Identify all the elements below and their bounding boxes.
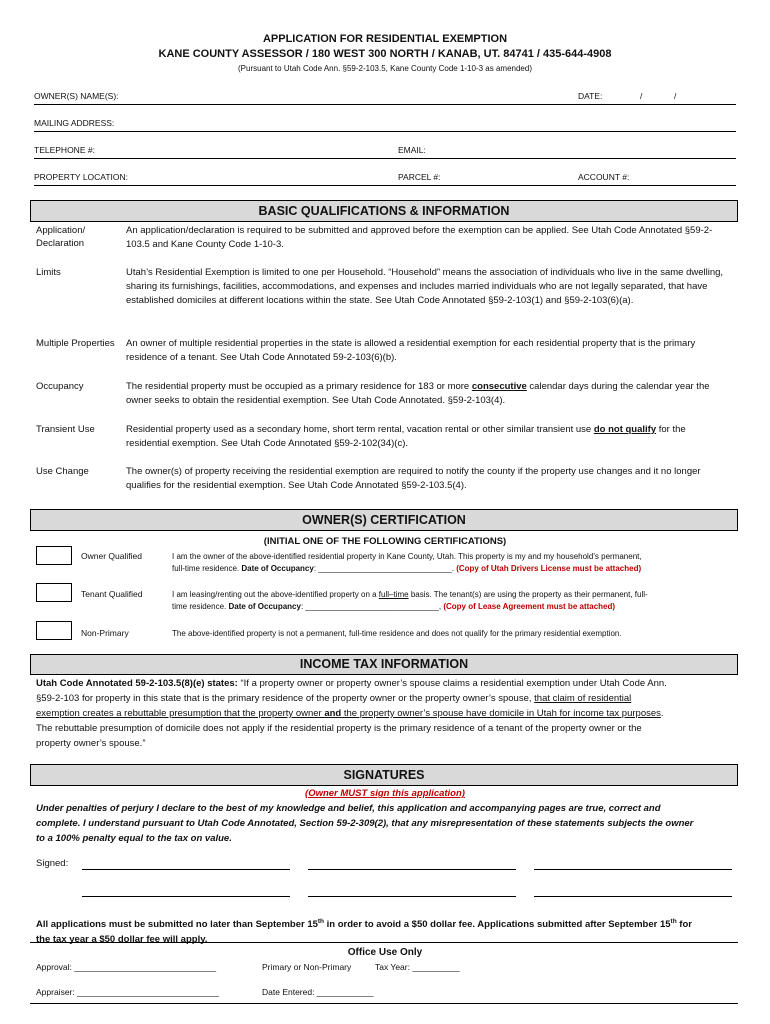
qualification-emphasis: do not qualify [593,424,657,435]
office-use-title: Office Use Only [347,947,423,958]
qualification-text: The owner(s) of property receiving the residential exemption are required to notify the county if the property use changes and it no longer qualifies for the residential exemption. See Utah Code Annotated §59-2-103.5(4). [126,466,701,491]
certification-instruction: (INITIAL ONE OF THE FOLLOWING CERTIFICATIONS) [263,536,507,547]
certification-option-text [172,551,738,575]
signature-line[interactable] [534,869,732,870]
property-location-row[interactable] [34,167,736,186]
signature-line[interactable] [534,896,732,897]
certification-option-text [172,589,738,613]
income-tax-emphasis: and [324,708,342,719]
qualification-emphasis: consecutive [471,381,527,392]
certification-line [172,563,738,575]
certification-line [172,589,738,601]
parcel-label: PARCEL #: [398,172,441,182]
certification-line [172,601,738,613]
income-tax-line: The rebuttable presumption of domicile does not apply if the residential property is the primary residence of a tenant of the property owner or the [36,723,642,734]
deadline-line [36,914,736,932]
qualification-text-part: The residential property must be occupied as a primary residence for 183 or more [126,381,472,392]
appraiser-field[interactable]: Appraiser: ______________________________ [36,987,219,997]
signed-label: Signed: [36,858,69,869]
date-of-occupancy-blank[interactable]: : ______________________________. [313,564,457,573]
qualification-text-part: calendar days during the calendar year the owner seeks to obtain the residential exemption. See Utah Code Annotated. §59-2-103(4). [126,381,710,406]
mailing-address-row[interactable] [34,113,736,132]
certification-option-label: Non-Primary [81,628,129,638]
date-label: DATE: [578,91,603,101]
deadline-line: the tax year a $50 dollar fee will apply. [36,934,208,946]
qualification-text: Utah’s Residential Exemption is limited to one per Household. “Household” means the association of individuals who live in the same dwelling, sharing its furnishings, facilities, accommodations, and expenses and includes married individuals who are not legally separated, that have established domiciles at different locations within the state. See Utah Code Annotated §59-2-103(1) and §59-2-103(6)(a). [126,267,724,306]
income-tax-line [36,691,736,706]
qualification-label: Occupancy [36,381,84,392]
income-tax-text [36,676,736,751]
perjury-line: to a 100% penalty equal to the tax on value. [36,833,232,844]
email-label: EMAIL: [398,145,426,155]
office-use-bottom-line [30,1003,738,1004]
date-of-occupancy-label: Date of Occupancy [228,602,301,611]
qualification-label: Transient Use [36,424,95,435]
owner-must-sign-note: (Owner MUST sign this application) [305,788,465,799]
income-tax-line: property owner’s spouse.” [36,738,146,749]
tax-year-field[interactable]: Tax Year: __________ [375,962,460,972]
owner-certification-header: OWNER(S) CERTIFICATION [30,509,738,531]
certification-text-part: time residence. [172,602,229,611]
qualification-label: Multiple Properties [36,338,115,349]
income-tax-text-part: . [660,708,664,719]
tenant-qualified-initial-box[interactable] [36,583,72,602]
telephone-label: TELEPHONE #: [34,145,95,155]
owner-qualified-initial-box[interactable] [36,546,72,565]
primary-or-non-primary: Primary or Non-Primary [262,962,352,972]
income-tax-text-part: “If a property owner or property owner’s spouse claims a residential exemption under Utah Code Ann. [237,678,667,689]
account-label: ACCOUNT #: [578,172,630,182]
signature-line[interactable] [308,896,516,897]
certification-option-text: The above-identified property is not a permanent, full-time residence and does not qualify for the primary residential exemption. [172,629,622,638]
qualification-text: An owner of multiple residential properties in the state is allowed a residential exemption for each residential property that is the primary residence of a tenant. See Utah Code Annotated 59-2-103(6)(b). [126,338,696,363]
signature-line[interactable] [308,869,516,870]
ordinal-suffix: th [317,918,325,925]
qualification-label: Limits [36,267,61,278]
deadline-text-part: for [676,919,692,931]
owners-name-row[interactable] [34,86,736,105]
basic-qualifications-header: BASIC QUALIFICATIONS & INFORMATION [30,200,738,222]
income-tax-underlined: exemption creates a rebuttable presumption that the property owner [36,708,325,719]
mailing-address-label: MAILING ADDRESS: [34,118,115,128]
signature-line[interactable] [82,869,290,870]
property-location-label: PROPERTY LOCATION: [34,172,128,182]
date-separator: / [640,91,643,101]
signatures-header: SIGNATURES [30,764,738,786]
perjury-statement [36,801,736,846]
qualification-text-part: Residential property used as a secondary home, short term rental, vacation rental or other similar transient use [126,424,594,435]
certification-emphasis: full–time [378,590,409,599]
certification-option-label: Tenant Qualified [81,589,143,599]
certification-text-part: I am leasing/renting out the above-identified property on a [172,590,379,599]
certification-line: I am the owner of the above-identified residential property in Kane County, Utah. This property is my and my household’s permanent, [172,552,642,561]
attachment-requirement: (Copy of Utah Drivers License must be attached) [456,564,642,573]
date-entered-field[interactable]: Date Entered: ____________ [262,987,374,997]
ordinal-suffix: th [670,918,677,925]
deadline-text-part: All applications must be submitted no later than September 15 [36,919,318,931]
deadline-text-part: in order to avoid a $50 dollar fee. Applications submitted after September 15 [324,919,671,931]
date-separator: / [674,91,677,101]
income-tax-line [36,706,736,721]
telephone-email-row[interactable] [34,140,736,159]
certification-text-part: basis. The tenant(s) are using the property as their permanent, full- [408,590,648,599]
qualification-text: An application/declaration is required to be submitted and approved before the exemption can be applied. See Utah Code Annotated §59-2-103.5 and Kane County Code 1-10-3. [126,225,713,250]
attachment-requirement: (Copy of Lease Agreement must be attached) [443,602,616,611]
signature-line[interactable] [82,896,290,897]
owners-name-label: OWNER(S) NAME(S): [34,91,119,101]
qualification-text [126,380,730,408]
qualification-text [126,423,730,451]
qualification-label: Use Change [36,466,89,477]
statute-lead: Utah Code Annotated 59-2-103.5(8)(e) states: [36,678,238,689]
perjury-line: complete. I understand pursuant to Utah Code Annotated, Section 59-2-309(2), that any misrepresentation of these statements subjects the owner [36,818,694,829]
income-tax-header: INCOME TAX INFORMATION [30,654,738,675]
approval-field[interactable]: Approval: ______________________________ [36,962,217,972]
income-tax-line [36,676,736,691]
office-use-divider [30,942,738,943]
statute-reference: (Pursuant to Utah Code Ann. §59-2-103.5, Kane County Code 1-10-3 as amended) [238,64,532,73]
date-of-occupancy-label: Date of Occupancy [241,564,314,573]
certification-option-label: Owner Qualified [81,551,142,561]
non-primary-initial-box[interactable] [36,621,72,640]
income-tax-underlined: that claim of residential [534,693,632,704]
income-tax-text-part: §59-2-103 for property in this state that is the primary residence of the property owner or the property owner’s spouse, [36,693,535,704]
date-of-occupancy-blank[interactable]: : ______________________________, [300,602,444,611]
qualification-text-part: for the residential exemption. See Utah Code Annotated §59-2-102(34)(c). [126,424,686,449]
certification-text-part: full-time residence. [172,564,242,573]
qualification-label: Application/ Declaration [36,225,86,249]
form-title: APPLICATION FOR RESIDENTIAL EXEMPTION [262,33,508,45]
perjury-line: Under penalties of perjury I declare to the best of my knowledge and belief, this application and accompanying pages are true, correct and [36,803,661,814]
income-tax-underlined: the property owner’s spouse have domicile in Utah for income tax purposes [341,708,661,719]
assessor-office-line: KANE COUNTY ASSESSOR / 180 WEST 300 NORTH / KANAB, UT. 84741 / 435-644-4908 [158,48,612,60]
